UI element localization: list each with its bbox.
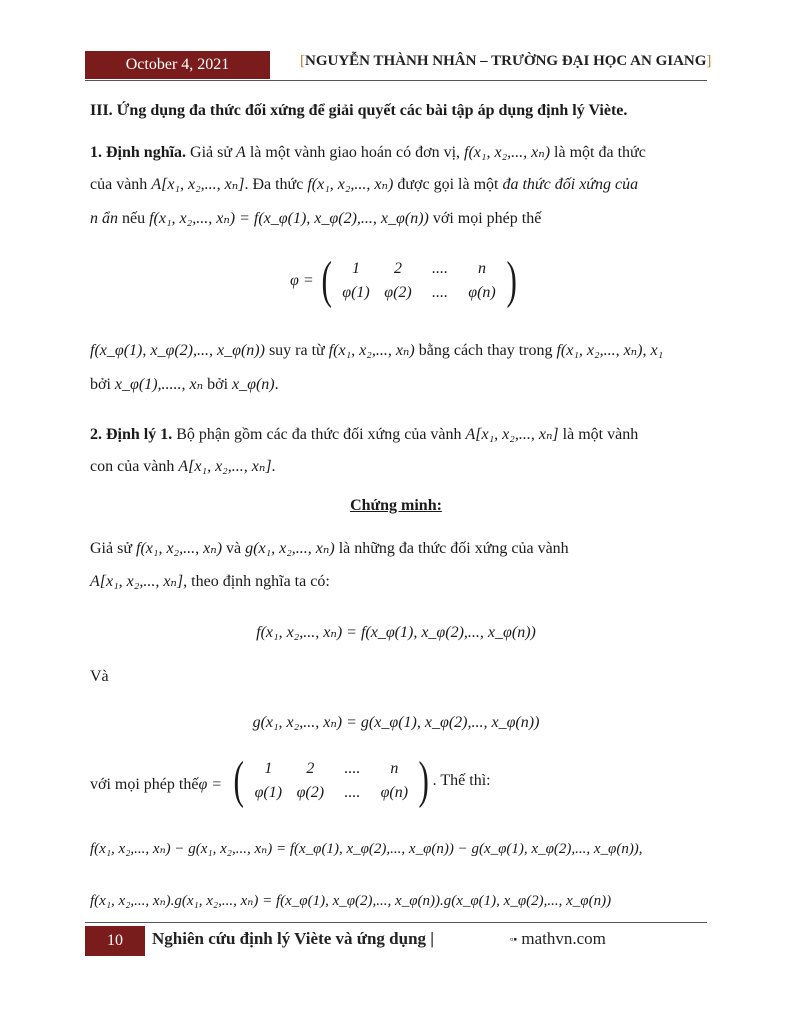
left-paren-icon: ( xyxy=(321,252,332,309)
matrix-cell: φ(1) xyxy=(254,784,283,801)
italic-text: đa thức đối xứng của xyxy=(502,176,639,193)
and-text: Và xyxy=(90,668,109,685)
math-expr: f(x₁, x₂,..., xₙ) xyxy=(556,342,643,359)
matrix-cell: 1 xyxy=(264,760,273,777)
text: . xyxy=(274,376,279,393)
text: . xyxy=(271,458,276,475)
math-expr: A[x₁, x₂,..., xₙ] xyxy=(151,176,245,193)
math-expr: g(x₁, x₂,..., xₙ) xyxy=(245,540,335,557)
definition-line-4 xyxy=(90,340,663,362)
text: , theo định nghĩa ta có: xyxy=(183,573,330,590)
text: bởi xyxy=(203,376,233,393)
math-expr: A[x₁, x₂,..., xₙ] xyxy=(178,458,272,475)
math-expr: f(x₁, x₂,..., xₙ) = f(x_φ(1), x_φ(2),..., x_φ(n)) xyxy=(149,210,429,227)
text: là một vành giao hoán có đơn vị, xyxy=(245,144,465,161)
text: Bộ phận gồm các đa thức đối xứng của vành xyxy=(172,426,466,443)
page-number: 10 xyxy=(85,926,145,956)
text: của vành xyxy=(90,176,152,193)
matrix-cell: n xyxy=(477,260,486,277)
matrix-cell: φ(n) xyxy=(380,784,409,801)
text: nếu xyxy=(118,210,150,227)
definition-label: 1. Định nghĩa. xyxy=(90,144,187,161)
matrix-cell: n xyxy=(390,760,399,777)
matrix-cell: .... xyxy=(431,284,448,301)
site-icon: ▫▪ xyxy=(510,934,518,946)
text: với mọi phép thế xyxy=(90,776,199,793)
header-title-text: NGUYỄN THÀNH NHÂN – TRƯỜNG ĐẠI HỌC AN GIANG xyxy=(305,53,707,69)
footer-title: Nghiên cứu định lý Viète và ứng dụng | xyxy=(152,929,435,948)
right-paren-icon: ) xyxy=(418,752,430,809)
matrix-lhs: φ = xyxy=(290,272,314,289)
math-expr: A[x₁, x₂,..., xₙ] xyxy=(465,426,559,443)
left-paren-icon: ( xyxy=(233,752,244,809)
matrix-cell: 2 xyxy=(393,260,402,277)
text: suy ra từ xyxy=(264,342,329,359)
header-rule xyxy=(85,80,707,81)
definition-line-3 xyxy=(90,208,541,230)
matrix-cell: φ(2) xyxy=(296,784,325,801)
text: là một đa thức xyxy=(550,144,646,161)
text: với mọi phép thế xyxy=(428,210,542,227)
theorem-line-2 xyxy=(90,456,276,478)
proof-line-3 xyxy=(90,774,226,796)
text: . Thế thì: xyxy=(432,772,491,789)
matrix-grid xyxy=(335,260,503,302)
text: con của vành xyxy=(90,458,179,475)
math-expr: f(x_φ(1), x_φ(2),..., x_φ(n)) xyxy=(90,342,265,359)
right-paren-icon: ) xyxy=(506,252,517,309)
header-bracket-open: [ xyxy=(300,53,305,69)
equation-product: f(x₁, x₂,..., xₙ).g(x₁, x₂,..., xₙ) = f(x_φ(1), x_φ(2),..., x_φ(n)).g(x_φ(1), x_φ(2),..., x_φ(n)) xyxy=(90,893,612,909)
math-expr: f(x₁, x₂,..., xₙ) xyxy=(328,342,415,359)
matrix-cell: φ(2) xyxy=(384,284,412,301)
permutation-matrix-2 xyxy=(230,752,491,809)
text: Giả sử xyxy=(90,540,136,557)
matrix-cell: φ(n) xyxy=(468,284,496,301)
footer-site-link[interactable]: mathvn.com xyxy=(517,929,606,948)
math-expr: A[x₁, x₂,..., xₙ] xyxy=(90,573,184,590)
math-expr: f(x₁, x₂,..., xₙ) xyxy=(307,176,394,193)
text: , xyxy=(642,342,651,359)
footer-rule xyxy=(85,922,707,923)
text: Giả sử xyxy=(186,144,237,161)
matrix-cell: φ(1) xyxy=(342,284,370,301)
theorem-label: 2. Định lý 1. xyxy=(90,426,173,443)
matrix-cell: .... xyxy=(431,260,448,277)
text: là một vành xyxy=(558,426,639,443)
proof-heading xyxy=(0,497,792,515)
header-bracket-close: ] xyxy=(706,53,712,69)
matrix-cell: .... xyxy=(344,784,361,801)
definition-line-1 xyxy=(90,142,646,164)
matrix-cell: .... xyxy=(344,760,361,777)
matrix-cell: 1 xyxy=(351,260,360,277)
equation-f: f(x₁, x₂,..., xₙ) = f(x_φ(1), x_φ(2),..., x_φ(n)) xyxy=(256,624,536,641)
text: được gọi là một xyxy=(393,176,503,193)
math-expr: f(x₁, x₂,..., xₙ) xyxy=(136,540,223,557)
matrix-cell: 2 xyxy=(306,760,315,777)
math-expr: A xyxy=(236,144,246,161)
permutation-matrix xyxy=(290,252,520,309)
italic-text: n ẩn xyxy=(90,210,118,227)
text: và xyxy=(222,540,246,557)
text: . Đa thức xyxy=(244,176,308,193)
header-title xyxy=(300,53,711,70)
proof-line-1 xyxy=(90,538,569,560)
section-title: III. Ứng dụng đa thức đối xứng để giải quyết các bài tập áp dụng định lý Viète. xyxy=(90,102,628,119)
equation-difference: f(x₁, x₂,..., xₙ) − g(x₁, x₂,..., xₙ) = f(x_φ(1), x_φ(2),..., x_φ(n)) − g(x_φ(1), x_φ(2),..., x_φ(n)), xyxy=(90,841,643,857)
text: là những đa thức đối xứng của vành xyxy=(334,540,569,557)
definition-line-2 xyxy=(90,174,638,196)
proof-line-2 xyxy=(90,571,330,593)
theorem-line-1 xyxy=(90,424,638,446)
equation-g: g(x₁, x₂,..., xₙ) = g(x_φ(1), x_φ(2),..., x_φ(n)) xyxy=(252,714,540,731)
math-expr: x_φ(n) xyxy=(232,376,275,393)
footer-site xyxy=(510,929,606,949)
definition-line-5 xyxy=(90,374,279,396)
proof-title: Chứng minh: xyxy=(350,497,442,514)
text: bằng cách thay trong xyxy=(414,342,557,359)
math-expr: φ = xyxy=(198,776,223,793)
math-expr: x₁ xyxy=(650,342,664,359)
matrix-grid xyxy=(247,760,415,802)
header-date: October 4, 2021 xyxy=(85,51,270,79)
text: bởi xyxy=(90,376,115,393)
math-expr: f(x₁, x₂,..., xₙ) xyxy=(464,144,551,161)
math-expr: x_φ(1),....., xₙ xyxy=(114,376,204,393)
